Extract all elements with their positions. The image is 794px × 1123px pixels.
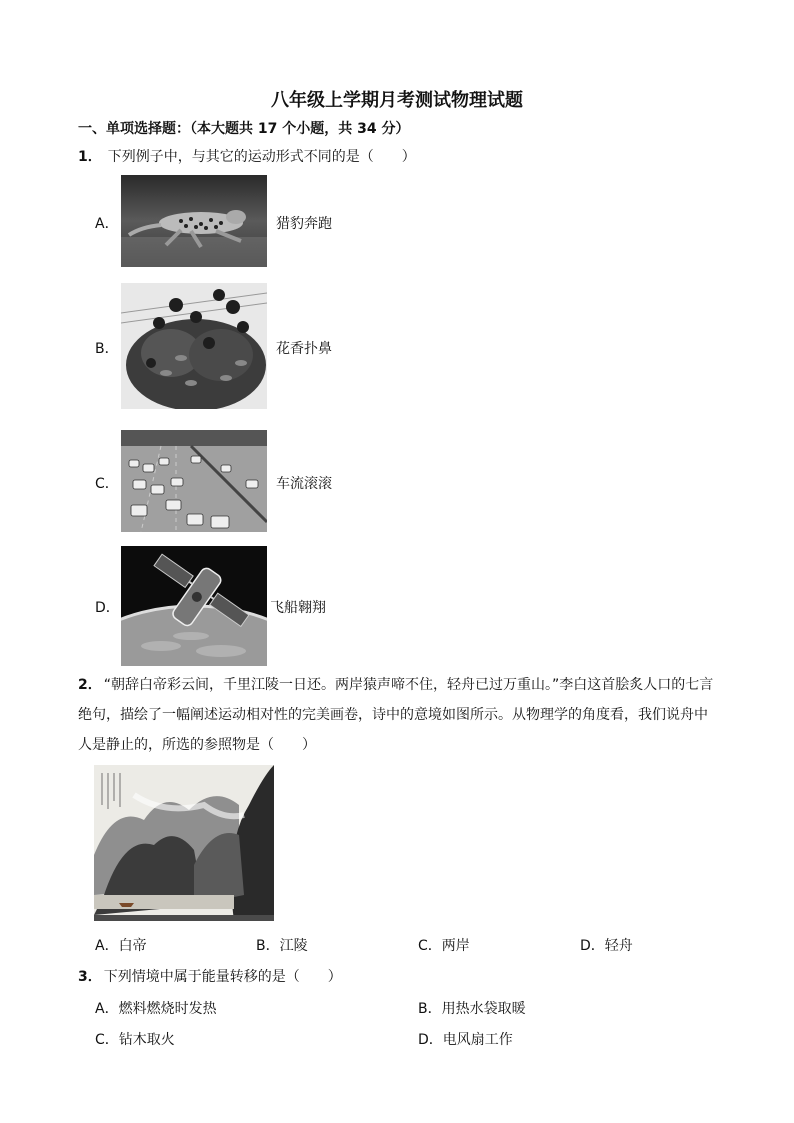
option-letter: A． bbox=[95, 938, 119, 954]
option-letter: B． bbox=[418, 1001, 442, 1017]
option-text: 钻木取火 bbox=[118, 1032, 175, 1048]
q2-option-d bbox=[580, 935, 633, 955]
option-text: 车流滚滚 bbox=[276, 476, 332, 492]
option-text: 飞船翱翔 bbox=[270, 600, 326, 616]
question-number: 3． bbox=[78, 969, 102, 985]
question-2-line-2: 绝句，描绘了一幅阐述运动相对性的完美画卷，诗中的意境如图所示。从物理学的角度看，我们说舟中 bbox=[78, 707, 708, 723]
option-letter: D． bbox=[418, 1032, 443, 1048]
question-number: 2． bbox=[78, 677, 102, 693]
q2-option-a bbox=[95, 935, 147, 955]
question-2-stem bbox=[78, 670, 738, 760]
option-letter: A． bbox=[95, 1001, 119, 1017]
q2-option-c bbox=[418, 935, 470, 955]
question-text: 下列例子中，与其它的运动形式不同的是（ ） bbox=[107, 149, 416, 165]
question-1-stem bbox=[78, 146, 416, 166]
q3-option-b bbox=[418, 998, 526, 1018]
question-3-stem bbox=[78, 966, 342, 986]
option-text: 用热水袋取暖 bbox=[441, 1001, 526, 1017]
question-text: 下列情境中属于能量转移的是（ ） bbox=[103, 969, 342, 985]
option-text: 花香扑鼻 bbox=[276, 341, 332, 357]
option-letter: C． bbox=[95, 1032, 119, 1048]
option-letter: A． bbox=[95, 216, 119, 232]
option-text: 江陵 bbox=[279, 938, 308, 954]
option-letter: D． bbox=[95, 600, 120, 616]
option-text: 白帝 bbox=[118, 938, 147, 954]
traffic-photo bbox=[121, 430, 267, 532]
option-text: 轻舟 bbox=[604, 938, 633, 954]
q2-option-b bbox=[256, 935, 308, 955]
section-heading: 一、单项选择题：（本大题共 17 个小题，共 34 分） bbox=[78, 121, 410, 137]
question-text: “朝辞白帝彩云间，千里江陵一日还。两岸猿声啼不住，轻舟已过万重山。”李白这首脍炙人口的七言 bbox=[103, 677, 714, 693]
option-letter: B． bbox=[256, 938, 280, 954]
option-text: 电风扇工作 bbox=[442, 1032, 513, 1048]
spacecraft-photo bbox=[121, 546, 267, 666]
option-letter: C． bbox=[95, 476, 119, 492]
flowers-photo bbox=[121, 283, 267, 409]
question-number: 1． bbox=[78, 149, 102, 165]
option-text: 燃料燃烧时发热 bbox=[118, 1001, 217, 1017]
question-2-line-1 bbox=[78, 670, 738, 700]
q3-option-c bbox=[95, 1029, 175, 1049]
question-2-line-3: 人是静止的，所选的参照物是（ ） bbox=[78, 737, 316, 753]
q3-option-a bbox=[95, 998, 217, 1018]
landscape-painting bbox=[94, 765, 274, 921]
option-text: 猎豹奔跑 bbox=[276, 216, 332, 232]
option-letter: C． bbox=[418, 938, 442, 954]
cheetah-photo bbox=[121, 175, 267, 267]
option-letter: B． bbox=[95, 341, 119, 357]
q3-option-d bbox=[418, 1029, 513, 1049]
option-letter: D． bbox=[580, 938, 605, 954]
page-title: 八年级上学期月考测试物理试题 bbox=[271, 90, 523, 111]
option-text: 两岸 bbox=[441, 938, 470, 954]
